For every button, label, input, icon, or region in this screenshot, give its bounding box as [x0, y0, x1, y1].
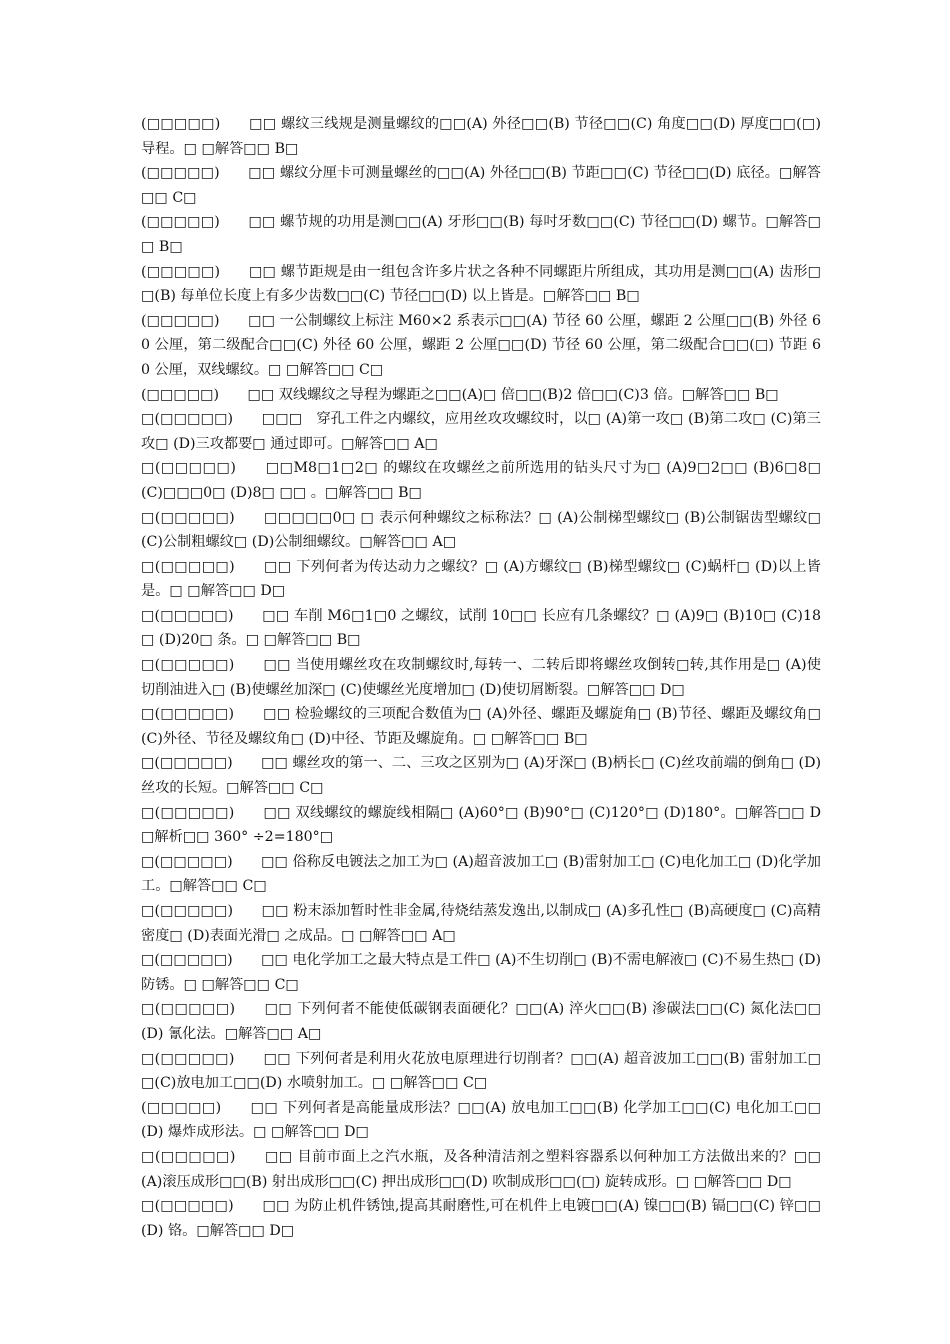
question-11: □(□□□□□) □□ 车削 M6□1□0 之螺纹，试削 10□□ 长应有几条螺纹？□ (A)9□ (B)10□ (C)18□ (D)20□ 条。□ □解答□□ B□ [141, 607, 821, 649]
question-21: (□□□□□) □□ 下列何者是高能量成形法？□□(A) 放电加工□□(B) 化学加工□□(C) 电化加工□□(D) 爆炸成形法。□ □解答□□ D□ [141, 1099, 821, 1141]
question-4: (□□□□□) □□ 螺节距规是由一组包含许多片状之各种不同螺距片所组成，其功用是测□□(A) 齿形□□(B) 每单位长度上有多少齿数□□(C) 节径□□(D) 以上皆是。□解答□□ B□ [141, 263, 821, 305]
question-19: □(□□□□□) □□ 下列何者不能使低碳钢表面硬化？□□(A) 淬火□□(B) 渗碳法□□(C) 氮化法□□(D) 氰化法。□解答□□ A□ [141, 1001, 821, 1042]
question-15: □(□□□□□) □□ 双线螺纹的螺旋线相隔□ (A)60°□ (B)90°□ (C)120°□ (D)180°。□解答□□ D□解析□□ 360° ÷2=180°□ [141, 804, 821, 846]
question-18: □(□□□□□) □□ 电化学加工之最大特点是工件□ (A)不生切削□ (B)不需电解液□ (C)不易生热□ (D)防锈。□ □解答□□ C□ [141, 952, 821, 993]
question-13: □(□□□□□) □□ 检验螺纹的三项配合数值为□ (A)外径、螺距及螺旋角□ (B)节径、螺距及螺纹角□ (C)外径、节径及螺纹角□ (D)中径、节距及螺旋角。□ □解答□□ B□ [141, 706, 821, 747]
question-10: □(□□□□□) □□ 下列何者为传达动力之螺纹？□ (A)方螺纹□ (B)梯型螺纹□ (C)蜗杆□ (D)以上皆是。□ □解答□□ D□ [141, 558, 821, 600]
question-2: (□□□□□) □□ 螺纹分厘卡可测量螺丝的□□(A) 外径□□(B) 节距□□(C) 节径□□(D) 底径。□解答□□ C□ [141, 165, 821, 206]
question-17: □(□□□□□) □□ 粉末添加暂时性非金属,待烧结蒸发逸出,以制成□ (A)多孔性□ (B)高硬度□ (C)高精密度□ (D)表面光滑□ 之成品。□ □解答□□ A□ [141, 903, 821, 944]
question-22: □(□□□□□) □□ 目前市面上之汽水瓶，及各种清洁剂之塑料容器系以何种加工方法做出来的？□□(A)滚压成形□□(B) 射出成形□□(C) 押出成形□□(D) 吹制成形□□(□) 旋转成形。□ □解答□□ D□ [141, 1148, 821, 1190]
question-3: (□□□□□) □□ 螺节规的功用是测□□(A) 牙形□□(B) 每吋牙数□□(C) 节径□□(D) 螺节。□解答□□ B□ [141, 214, 821, 255]
question-6: (□□□□□) □□ 双线螺纹之导程为螺距之□□(A)□ 倍□□(B)2 倍□□(C)3 倍。□解答□□ B□ [141, 386, 779, 403]
question-12: □(□□□□□) □□ 当使用螺丝攻在攻制螺纹时,每转一、二转后即将螺丝攻倒转□转,其作用是□ (A)使切削油进入□ (B)使螺丝加深□ (C)使螺丝光度增加□ (D)使切屑断裂。□解答□□ D□ [141, 657, 821, 698]
question-9: □(□□□□□) □□□□□0□ □ 表示何种螺纹之标称法？□ (A)公制梯型螺纹□ (B)公制锯齿型螺纹□ (C)公制粗螺纹□ (D)公制细螺纹。□解答□□ A□ [141, 509, 821, 551]
question-14: □(□□□□□) □□ 螺丝攻的第一、二、三攻之区别为□ (A)牙深□ (B)柄长□ (C)丝攻前端的倒角□ (D)丝攻的长短。□解答□□ C□ [141, 755, 821, 797]
question-5: (□□□□□) □□ 一公制螺纹上标注 M60×2 系表示□□(A) 节径 60 公厘，螺距 2 公厘□□(B) 外径 60 公厘，第二级配合□□(C) 外径 60 公厘，螺距 2 公厘□□(D) 节径 60 公厘，第二级配合□□(□) 节距 60 公厘，双线螺纹。□ □解答□□ C□ [141, 312, 821, 378]
question-23: □(□□□□□) □□ 为防止机件锈蚀,提高其耐磨性,可在机件上电镀□□(A) 镍□□(B) 镉□□(C) 锌□□(D) 铬。□解答□□ D□ [141, 1198, 821, 1239]
question-1: (□□□□□) □□ 螺纹三线规是测量螺纹的□□(A) 外径□□(B) 节径□□(C) 角度□□(D) 厚度□□(□) 导程。□ □解答□□ B□ [141, 116, 821, 157]
question-20: □(□□□□□) □□ 下列何者是利用火花放电原理进行切削者？□□(A) 超音波加工□□(B) 雷射加工□□(C)放电加工□□(D) 水喷射加工。□ □解答□□ C□ [141, 1050, 821, 1092]
document-page [141, 112, 821, 1243]
question-7: □(□□□□□) □□□ 穿孔工件之内螺纹，应用丝攻攻螺纹时，以□ (A)第一攻□ (B)第二攻□ (C)第三攻□ (D)三攻都要□ 通过即可。□解答□□ A□ [141, 411, 821, 452]
question-16: □(□□□□□) □□ 俗称反电镀法之加工为□ (A)超音波加工□ (B)雷射加工□ (C)电化加工□ (D)化学加工。□解答□□ C□ [141, 853, 821, 895]
question-8: □(□□□□□) □□M8□1□2□ 的螺纹在攻螺丝之前所选用的钻头尺寸为□ (A)9□2□□ (B)6□8□ (C)□□□0□ (D)8□ □□ 。□解答□□ B□ [141, 460, 821, 501]
